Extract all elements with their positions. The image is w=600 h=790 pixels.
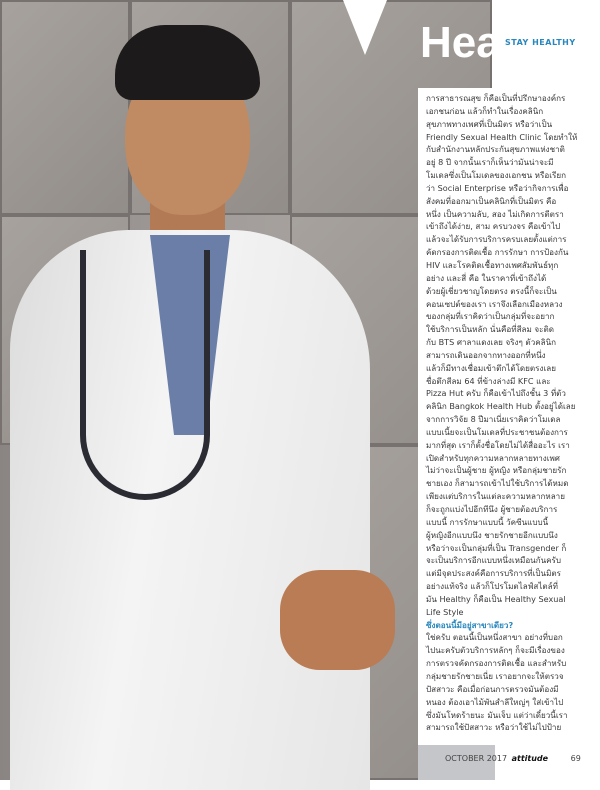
- article-line: สามารถใช้ปัสสาวะ หรือว่าใช้ไม่ไปป้าย: [426, 722, 562, 733]
- article-line: สามารถเดินออกจากทางออกที่หนึ่ง: [426, 349, 546, 360]
- article-line: แต่มีจุดประสงค์คือการบริการที่เป็นมิตร: [426, 568, 562, 579]
- article-line: Friendly Sexual Health Clinic โดยทำให้: [426, 131, 578, 142]
- article-line: กับสำนักงานหลักประกันสุขภาพแห่งชาติ: [426, 144, 565, 155]
- article-line: อยู่ 8 ปี จากนั้นเราก็เห็นว่ามันน่าจะมี: [426, 157, 554, 168]
- article-line: การสาธารณสุข ก็คือเป็นที่ปรึกษาองค์กร: [426, 93, 566, 103]
- question-heading: ซึ่งตอนนี้มีอยู่สาขาเดียว?: [426, 619, 514, 630]
- article-line: ว่า Social Enterprise หรือว่ากิจการเพื่อ: [426, 182, 569, 193]
- article-line: ก็จะถูกแบ่งไปอีกทีนึง ผู้ชายต้องบริการ: [426, 504, 558, 514]
- article-line: ซึ่งมันโหดร้ายนะ มันเจ็บ แต่ว่าเดี๋ยวนี้เรา: [426, 709, 568, 720]
- article-line: คัดกรองการติดเชื้อ การรักษา การป้องกัน: [426, 247, 569, 258]
- article-line: แบบนี้ การรักษาแบบนี้ วัคซีนแบบนี้: [426, 516, 549, 527]
- article-line: มากที่สุด เราก็ตั้งชื่อโดยไม่ได้สื่ออะไร เรา: [426, 439, 570, 450]
- article-line: แล้วก็มีทางเชื่อมเข้าตึกได้โดยตรงเลย: [426, 362, 556, 373]
- article-line: คลินิก Bangkok Health Hub ตั้งอยู่ได้เลย: [426, 401, 576, 412]
- article-line: แบบเนี้ยจะเป็นโมเดลที่ประชาชนต้องการ: [426, 426, 568, 437]
- magazine-brand: attitude: [511, 754, 549, 763]
- article-line: ของกลุ่มที่เราคิดว่าเป็นกลุ่มที่จะอยาก: [426, 311, 555, 322]
- article-line: คอนเซปต์ของเรา เราจึงเลือกเมืองหลวง: [426, 298, 563, 309]
- article-line: หรือว่าจะเป็นกลุ่มที่เป็น Transgender ก็: [426, 542, 567, 553]
- article-line: โมเดลซึ่งเป็นโมเดลของเอกชน หรือเรียก: [426, 170, 566, 181]
- article-line: เพียงแต่บริการในแต่ละความหลากหลาย: [426, 491, 565, 502]
- article-line: อย่างแท้จริง แล้วก็โปรโมตไลฟ์สไตล์ที่: [426, 581, 558, 592]
- article-line: ผู้หญิงอีกแบบนึง ชายรักชายอีกแบบนึง: [426, 529, 558, 540]
- article-line: สุขภาพทางเพศที่เป็นมิตร หรือว่าเป็น: [426, 118, 553, 129]
- article-line: หนอง ต้องเอาไม้พันสำลีใหญ่ๆ ใส่เข้าไป: [426, 696, 564, 707]
- article-line: การตรวจคัดกรองการติดเชื้อ และสำหรับ: [426, 658, 567, 669]
- article-line: กลุ่มชายรักชายเนี่ย เราอยากจะให้ตรวจ: [426, 670, 564, 681]
- article-line: อย่าง และสี่ คือ ในราคาที่เข้าถึงได้: [426, 272, 547, 283]
- section-tag: STAY HEALTHY: [505, 38, 576, 47]
- article-line: หนึ่ง เป็นความลับ, สอง ไม่เกิดการตีตรา: [426, 208, 564, 219]
- article-line: ใช่ครับ ตอนนี้เป็นหนึ่งสาขา อย่างที่บอก: [426, 632, 563, 643]
- article-line: ชายเอง ก็สามารถเข้าไปใช้บริการได้หมด: [426, 478, 569, 489]
- article-line: HIV และโรคติดเชื้อทางเพศสัมพันธ์ทุก: [426, 259, 559, 270]
- article-line: มัน Healthy ก็คือเป็น Healthy Sexual: [426, 593, 566, 604]
- page-number: 69: [570, 754, 581, 763]
- logo-text: Hea: [420, 18, 501, 67]
- article-line: สังคมที่ออกมาเป็นคลินิกที่เป็นมิตร คือ: [426, 195, 557, 206]
- article-line: ไปนะครับตัวบริการหลักๆ ก็จะมีเรื่องของ: [426, 645, 565, 656]
- article-line: จะเป็นบริการอีกแบบหนึ่งเหมือนกันครับ: [426, 555, 562, 566]
- article-line: จากการวิจัย 8 ปีมาเนี่ยเราคิดว่าโมเดล: [426, 414, 561, 425]
- hands: [280, 570, 395, 670]
- article-line: ไม่ว่าจะเป็นผู้ชาย ผู้หญิง หรือกลุ่มชายรัก: [426, 465, 567, 476]
- article-line: ด้วยผู้เชี่ยวชาญโดยตรง ตรงนี้ก็จะเป็น: [426, 285, 557, 296]
- page-footer: [445, 754, 581, 763]
- stethoscope-icon: [80, 250, 210, 500]
- article-line: ใช้บริการเป็นหลัก นั่นคือที่สีลม จะติด: [426, 324, 555, 335]
- article-line: แล้วจะได้รับการบริการครบเลยตั้งแต่การ: [426, 234, 567, 245]
- article-line: ปัสสาวะ คือเมื่อก่อนการตรวจมันต้องมี: [426, 683, 559, 694]
- article-line: ชื่อตึกสีลม 64 ที่ข้างล่างมี KFC และ: [426, 375, 551, 386]
- article-line: เอกชนก่อน แล้วก็ทำในเรื่องคลินิก: [426, 105, 544, 116]
- article-line: เข้าถึงได้ง่าย, สาม ครบวงจร คือเข้าไป: [426, 221, 561, 232]
- article-line: กับ BTS ศาลาแดงเลย จริงๆ ตัวคลินิก: [426, 337, 557, 348]
- article-line: เปิดสำหรับทุกความหลากหลายทางเพศ: [426, 452, 560, 463]
- wall-panel: [0, 0, 130, 215]
- article-line: Pizza Hut ครับ ก็คือเข้าไปถึงชั้น 3 ที่ตัว: [426, 388, 566, 399]
- issue-date: OCTOBER 2017: [445, 754, 508, 763]
- article-line: Life Style: [426, 606, 464, 617]
- article-body: [418, 88, 590, 745]
